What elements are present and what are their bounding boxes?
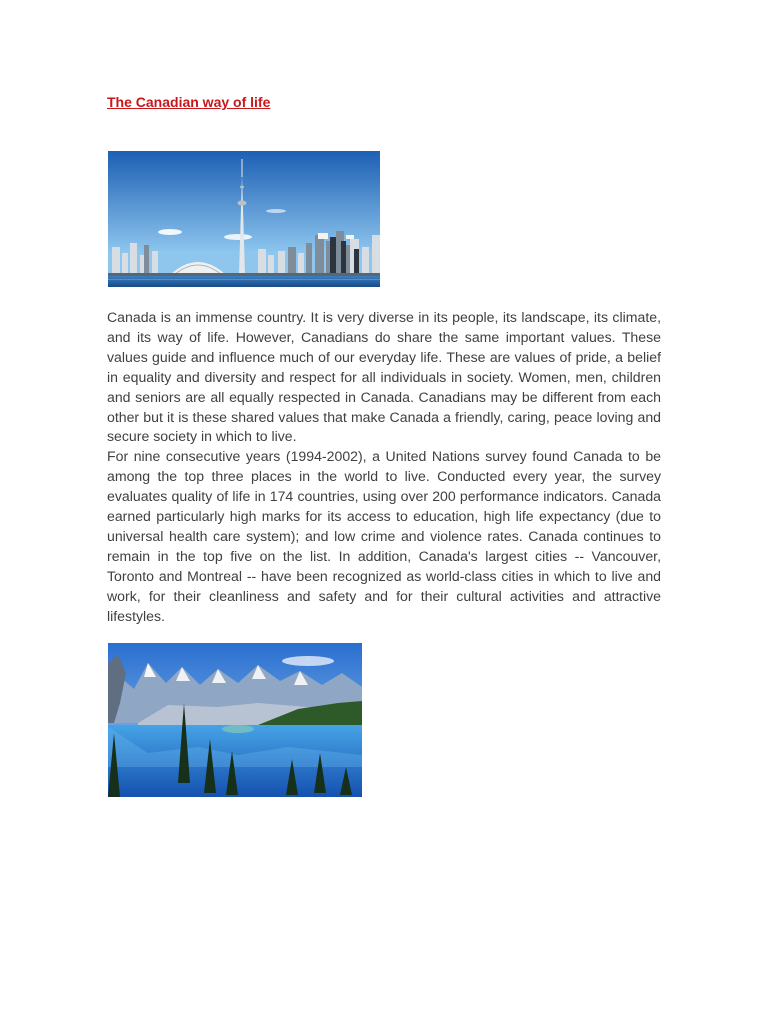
document-body xyxy=(107,308,661,627)
document-title: The Canadian way of life xyxy=(107,94,271,110)
moraine-lake-photo xyxy=(108,643,362,797)
paragraph-survey: For nine consecutive years (1994-2002), a United Nations survey found Canada to be among the top three places in the world to live. Conducted every year, the survey evaluates quality of life in 174 countries, using over 200 performance indicators. Canada earned particularly high marks for its access to education, high life expectancy (due to universal health care system); and low crime and violence rates. Canada continues to remain in the top five on the list. In addition, Canada's largest cities -- Vancouver, Toronto and Montreal -- have been recognized as world-class cities in which to live and work, for their cleanliness and safety and for their cultural activities and attractive lifestyles. xyxy=(107,448,661,624)
paragraph-values: Canada is an immense country. It is very diverse in its people, its landscape, its climate, and its way of life. However, Canadians do share the same important values. These values guide and influence much of our everyday life. These are values of pride, a belief in equality and diversity and respect for all individuals in society. Women, men, children and seniors are all equally respected in Canada. Canadians may be different from each other but it is these shared values that make Canada a friendly, caring, peace loving and secure society in which to live. xyxy=(107,309,661,445)
toronto-skyline-photo xyxy=(108,151,380,287)
